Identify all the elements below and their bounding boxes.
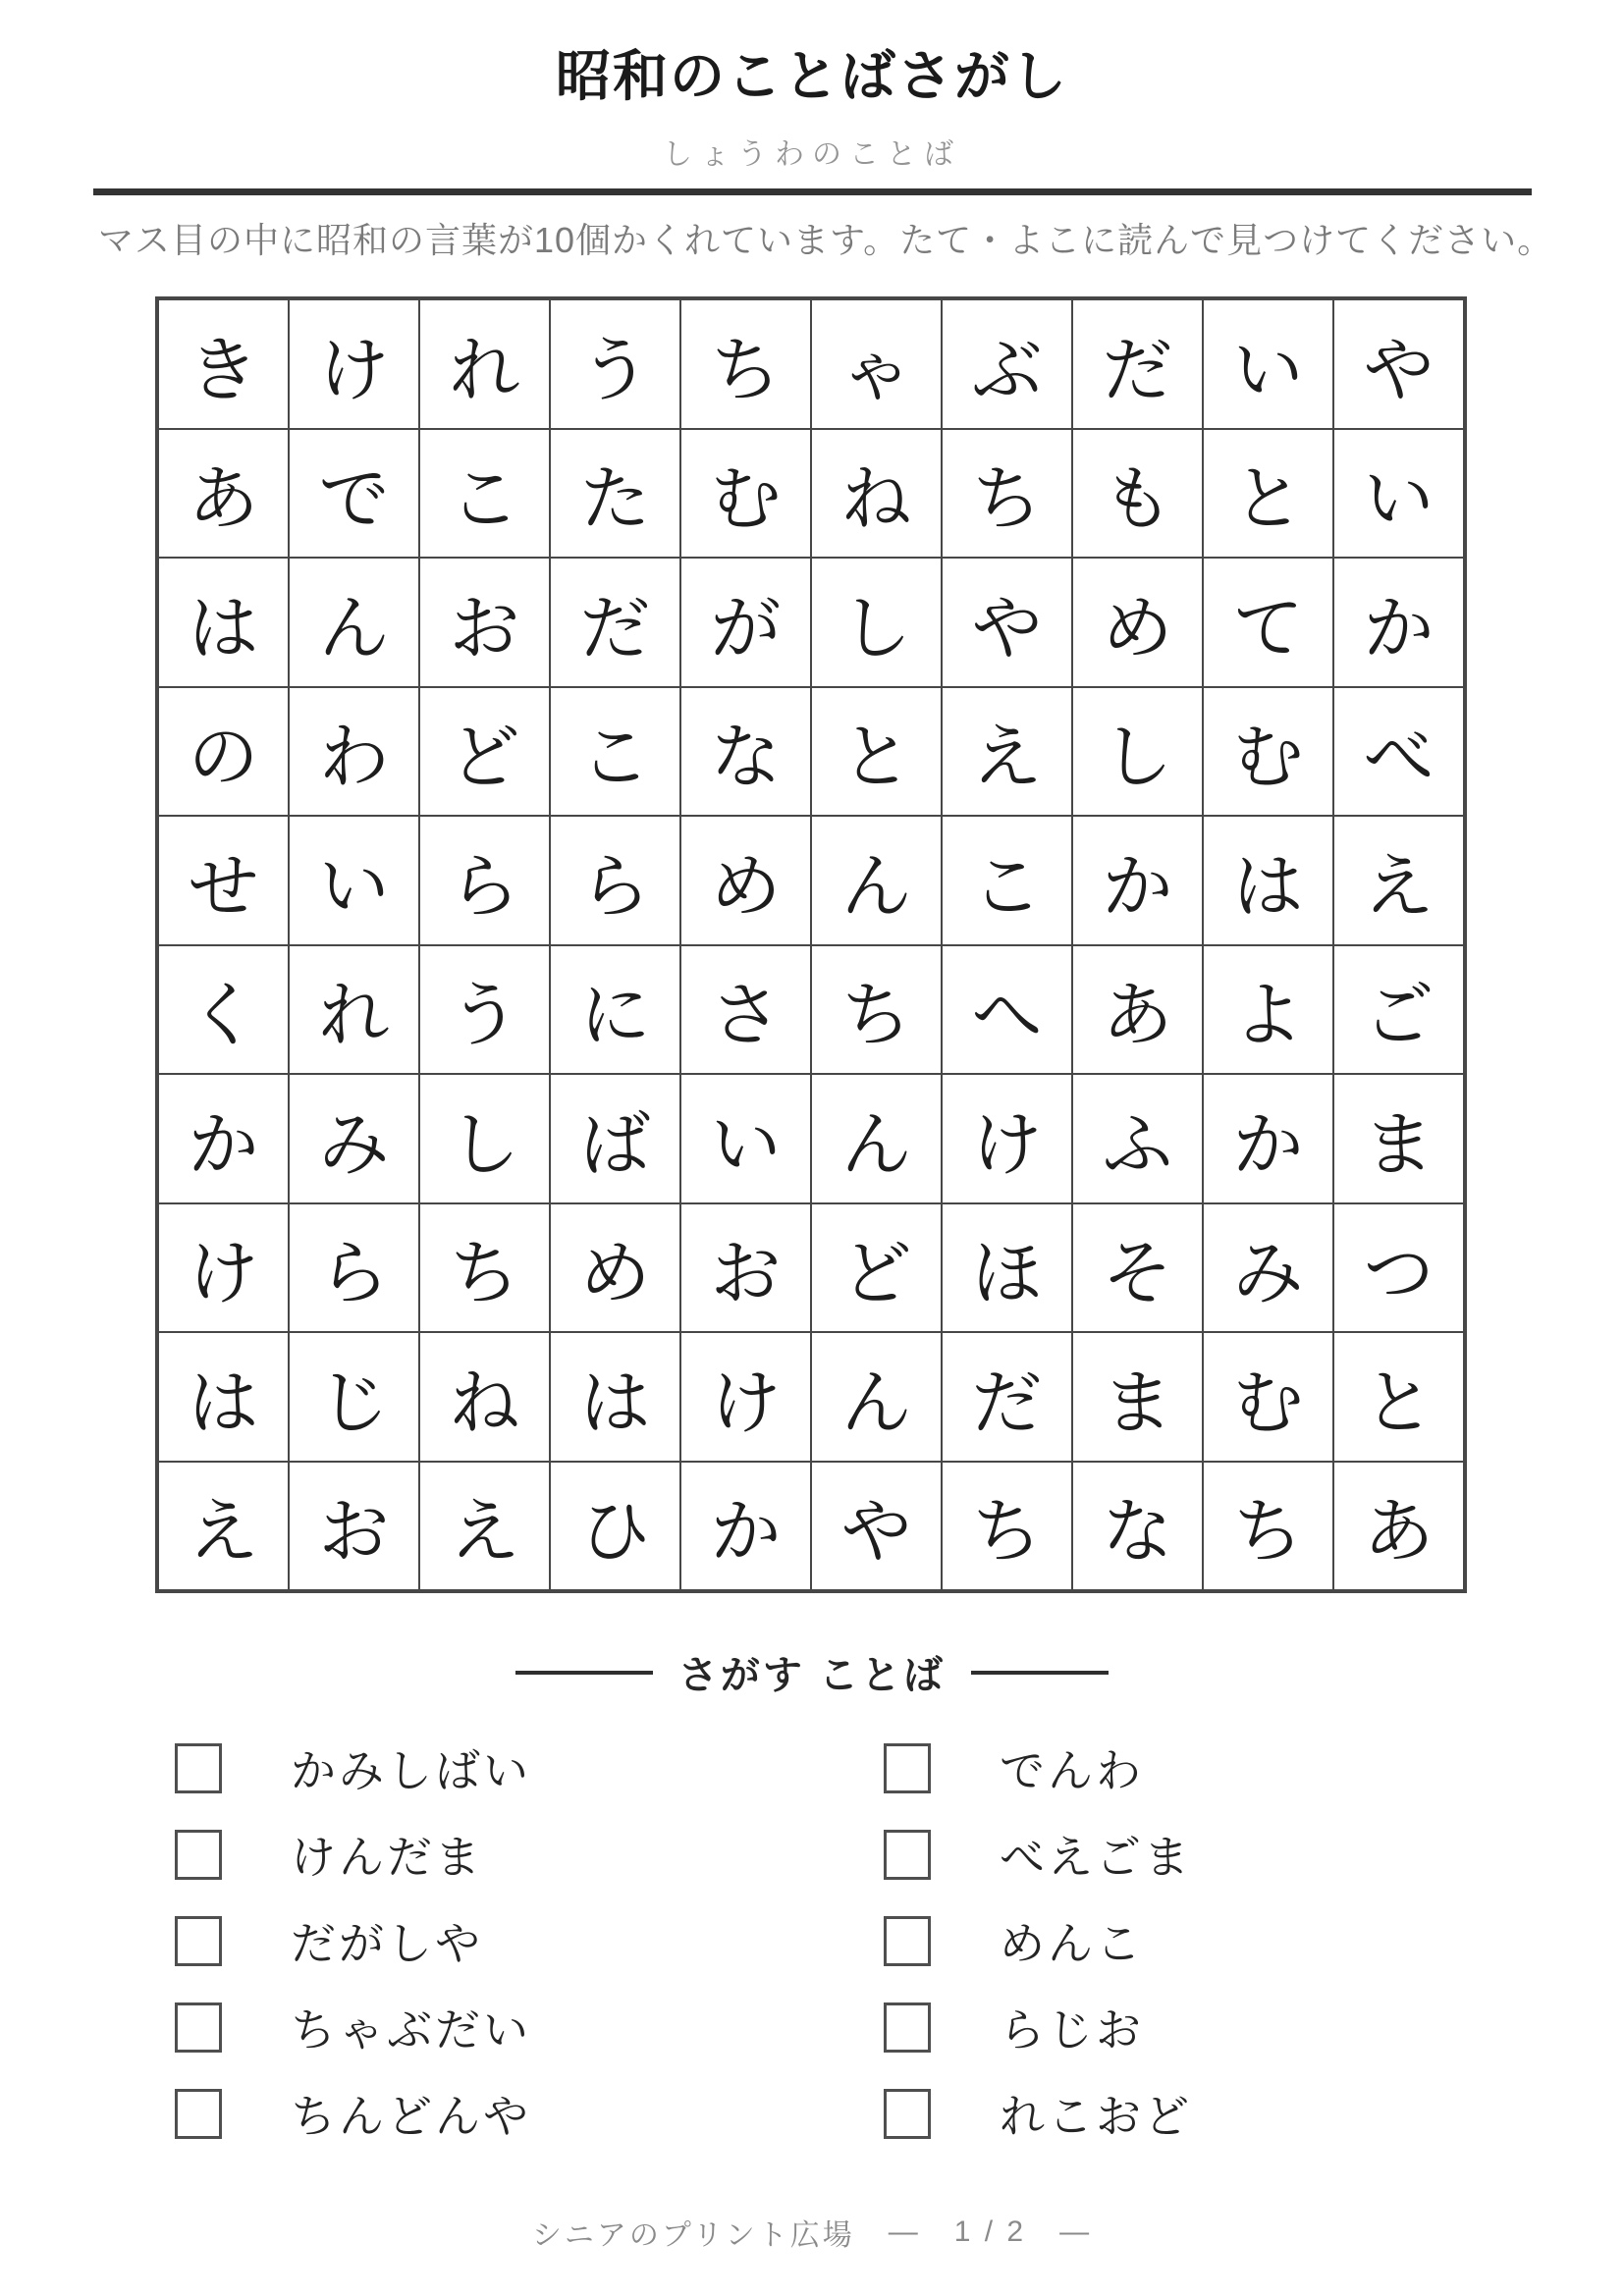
footer-dash-left: — [888,2216,921,2248]
grid-cell: ら [289,1203,419,1333]
grid-cell: お [419,558,550,687]
search-words-label: さがす ことば [677,1654,947,1697]
grid-cell: ど [419,687,550,817]
grid-cell: は [1203,816,1333,945]
grid-cell: え [419,1462,550,1591]
grid-cell: ら [550,816,680,945]
grid-cell: ま [1333,1074,1464,1203]
word-checkbox [884,1830,931,1880]
grid-cell: こ [942,816,1072,945]
grid-cell: ち [942,1462,1072,1591]
grid-cell: ふ [1072,1074,1203,1203]
grid-cell: は [158,1332,289,1462]
word-checkbox [884,2002,931,2053]
grid-cell: あ [1333,1462,1464,1591]
word-column-right [884,1743,1404,2175]
grid-cell: そ [1072,1203,1203,1333]
grid-cell: お [680,1203,811,1333]
word-label: べえごま [1000,1832,1192,1883]
grid-cell: ん [811,816,942,945]
grid-cell: だ [550,558,680,687]
grid-cell: け [158,1203,289,1333]
grid-cell: ち [811,945,942,1075]
grid-cell: か [1333,558,1464,687]
instruction-text: マス目の中に昭和の言葉が10個かくれています。たて・よこに読んで見つけてください。 [98,220,1554,260]
word-item [175,1743,695,1796]
grid-cell: ん [811,1074,942,1203]
grid-cell: み [1203,1203,1333,1333]
grid-cell: へ [942,945,1072,1075]
grid-cell: こ [550,687,680,817]
grid-cell: み [289,1074,419,1203]
page-title: 昭和のことばさがし [556,45,1068,107]
grid-cell: じ [289,1332,419,1462]
grid-cell: や [811,1462,942,1591]
grid-cell: け [680,1332,811,1462]
grid-cell: ま [1072,1332,1203,1462]
grid-cell: ひ [550,1462,680,1591]
word-list [175,1743,1624,2175]
grid-cell: わ [289,687,419,817]
grid-cell: や [1333,299,1464,429]
grid-cell: か [1072,816,1203,945]
word-label: けんだま [291,1832,483,1883]
grid-cell: え [1333,816,1464,945]
letter-grid [155,296,1467,1593]
word-checkbox [175,1830,222,1880]
grid-cell: ね [811,429,942,559]
search-words-heading [0,1644,1624,1700]
grid-cell: と [811,687,942,817]
grid-cell: い [1333,429,1464,559]
grid-cell: め [680,816,811,945]
grid-cell: ん [289,558,419,687]
grid-cell: ち [1203,1462,1333,1591]
word-item [175,1916,695,1969]
grid-cell: あ [158,429,289,559]
grid-cell: か [1203,1074,1333,1203]
grid-cell: ば [550,1074,680,1203]
grid-cell: ち [680,299,811,429]
grid-cell: け [289,299,419,429]
heading-line-right [971,1671,1109,1675]
page-subtitle: しょうわのことば [663,138,961,171]
grid-cell: け [942,1074,1072,1203]
grid-cell: む [680,429,811,559]
grid-cell: め [1072,558,1203,687]
word-column-left [175,1743,695,2175]
grid-cell: ら [419,816,550,945]
grid-cell: つ [1333,1203,1464,1333]
grid-cell: が [680,558,811,687]
grid-cell: し [419,1074,550,1203]
grid-cell: は [158,558,289,687]
grid-cell: せ [158,816,289,945]
grid-cell: む [1203,687,1333,817]
word-item [884,1830,1404,1883]
grid-cell: か [158,1074,289,1203]
grid-cell: さ [680,945,811,1075]
grid-cell: こ [419,429,550,559]
grid-cell: も [1072,429,1203,559]
word-label: らじお [1000,2004,1144,2056]
word-label: でんわ [1000,1745,1144,1796]
grid-cell: あ [1072,945,1203,1075]
grid-cell: と [1203,429,1333,559]
grid-cell: ち [942,429,1072,559]
grid-cell: く [158,945,289,1075]
word-item [884,2002,1404,2056]
grid-cell: だ [942,1332,1072,1462]
grid-cell: だ [1072,299,1203,429]
grid-cell: い [289,816,419,945]
grid-cell: は [550,1332,680,1462]
word-item [884,1916,1404,1969]
grid-cell: て [1203,558,1333,687]
word-label: めんこ [1000,1918,1144,1969]
word-item [175,2002,695,2056]
word-item [884,1743,1404,1796]
word-label: かみしばい [291,1745,531,1796]
page-footer [0,2211,1624,2254]
word-item [884,2089,1404,2142]
grid-cell: ご [1333,945,1464,1075]
grid-cell: ね [419,1332,550,1462]
grid-cell: お [289,1462,419,1591]
grid-cell: ん [811,1332,942,1462]
grid-cell: べ [1333,687,1464,817]
heading-line-left [515,1671,653,1675]
word-checkbox [175,1916,222,1966]
grid-cell: ぶ [942,299,1072,429]
grid-cell: ほ [942,1203,1072,1333]
grid-cell: た [550,429,680,559]
grid-cell: れ [289,945,419,1075]
grid-cell: う [419,945,550,1075]
grid-cell: え [158,1462,289,1591]
grid-cell: の [158,687,289,817]
footer-dash-right: — [1059,2216,1093,2248]
word-checkbox [884,2089,931,2139]
word-label: ちんどんや [291,2091,531,2142]
grid-cell: め [550,1203,680,1333]
word-checkbox [175,1743,222,1793]
grid-cell: ど [811,1203,942,1333]
grid-cell: な [1072,1462,1203,1591]
word-checkbox [884,1916,931,1966]
grid-cell: よ [1203,945,1333,1075]
footer-page-number: 1 / 2 [953,2216,1027,2248]
grid-cell: れ [419,299,550,429]
grid-cell: な [680,687,811,817]
word-label: ちゃぶだい [291,2004,531,2056]
word-checkbox [175,2089,222,2139]
grid-cell: に [550,945,680,1075]
word-item [175,1830,695,1883]
word-label: だがしや [291,1918,483,1969]
grid-cell: で [289,429,419,559]
footer-site-name: シニアのプリント広場 [531,2219,855,2252]
grid-cell: か [680,1462,811,1591]
grid-cell: し [811,558,942,687]
grid-cell: い [1203,299,1333,429]
grid-cell: う [550,299,680,429]
grid-cell: い [680,1074,811,1203]
word-label: れこおど [1000,2091,1192,2142]
header-divider [93,188,1532,195]
grid-cell: ち [419,1203,550,1333]
grid-cell: む [1203,1332,1333,1462]
grid-cell: と [1333,1332,1464,1462]
grid-cell: や [942,558,1072,687]
word-checkbox [175,2002,222,2053]
grid-cell: ゃ [811,299,942,429]
word-checkbox [884,1743,931,1793]
word-item [175,2089,695,2142]
grid-cell: き [158,299,289,429]
grid-cell: え [942,687,1072,817]
grid-cell: し [1072,687,1203,817]
